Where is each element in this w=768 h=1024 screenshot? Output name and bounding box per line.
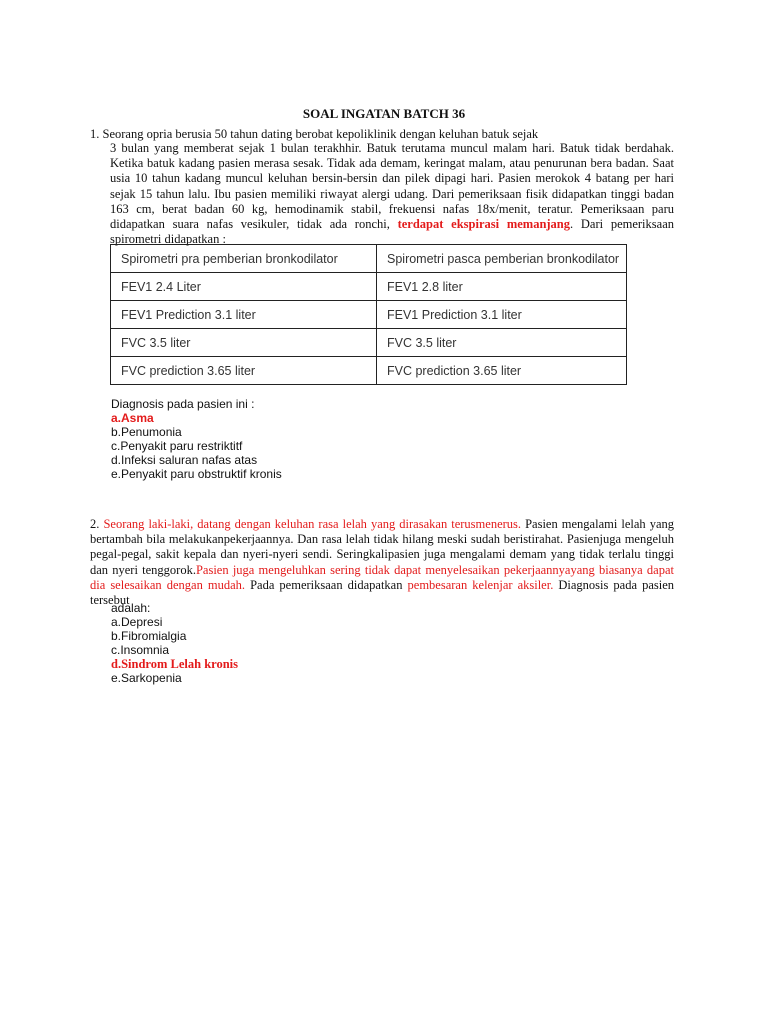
question-2-options bbox=[111, 615, 238, 685]
table-cell: FVC 3.5 liter bbox=[111, 329, 377, 357]
question-2-highlight-1: Seorang laki-laki, datang dengan keluhan rasa lelah yang dirasakan terusmenerus. bbox=[103, 517, 522, 531]
question-2-body bbox=[90, 517, 674, 608]
table-row bbox=[111, 273, 627, 301]
question-2-highlight-3: pembesaran kelenjar aksiler. bbox=[407, 577, 554, 592]
question-1-number: 1. bbox=[90, 127, 100, 141]
option-e: e.Penyakit paru obstruktif kronis bbox=[111, 467, 282, 481]
table-row bbox=[111, 357, 627, 385]
table-cell: FVC prediction 3.65 liter bbox=[111, 357, 377, 385]
page-title: SOAL INGATAN BATCH 36 bbox=[302, 106, 466, 121]
table-cell: FVC 3.5 liter bbox=[377, 329, 627, 357]
table-cell: FEV1 Prediction 3.1 liter bbox=[377, 301, 627, 329]
table-header-post: Spirometri pasca pemberian bronkodilator bbox=[377, 245, 627, 273]
table-header-pre: Spirometri pra pemberian bronkodilator bbox=[111, 245, 377, 273]
question-1-options bbox=[111, 411, 282, 481]
table-cell: FVC prediction 3.65 liter bbox=[377, 357, 627, 385]
question-1-intro bbox=[90, 127, 690, 142]
question-2-text-2: Pada pemeriksaan didapatkan bbox=[245, 577, 408, 592]
option-c: c.Penyakit paru restriktitf bbox=[111, 439, 243, 453]
option-e: e.Sarkopenia bbox=[111, 671, 182, 685]
option-b: b.Penumonia bbox=[111, 425, 182, 439]
option-a-correct: a.Asma bbox=[111, 411, 154, 425]
question-2-number: 2. bbox=[90, 517, 100, 531]
table-cell: FEV1 2.8 liter bbox=[377, 273, 627, 301]
question-2-text-1: Pasien mengalami lelah yang bertambah bila melakukanpekerjaannya. Dan rasa lelah tidak hilang meski sudah beristirahat. Pasienjuga mengeluh pegal-pegal, sakit kepala dan nyeri-nyeri sendi. Seringkalipasien juga mengalami demam yang tidak terlalu tinggi dan nyeri tenggorok. bbox=[90, 517, 675, 577]
question-2-highlight-2: Pasien juga mengeluhkan sering tidak dapat menyelesaikan pekerjaannyayang biasanya dapat dia selesaikan dengan mudah. bbox=[90, 562, 674, 592]
question-1-body bbox=[110, 141, 674, 247]
question-1-text: 3 bulan yang memberat sejak 1 bulan terakhhir. Batuk terutama muncul malam hari. Batuk tidak berdahak. Ketika batuk kadang pasien merasa sesak. Tidak ada demam, keringat malam, atau penurunan bera badan. Saat usia 10 tahun kadang muncul keluhan bersin-bersin dan pilek dipagi hari. Pasien merokok 4 batang per hari sejak 15 tahun lalu. Ibu pasien memiliki riwayat alergi udang. Dari pemeriksaan fisik didapatkan tinggi badan 163 cm, berat badan 60 kg, hemodinamik stabil, frekuensi nafas 18x/menit, teratur. Pemeriksaan paru didapatkan suara nafas vesikuler, tidak ada ronchi, bbox=[110, 141, 674, 232]
table-row bbox=[111, 301, 627, 329]
option-d-correct: d.Sindrom Lelah kronis bbox=[111, 657, 239, 671]
question-1-text-end: . Dari pemeriksaan spirometri didapatkan : bbox=[110, 217, 674, 247]
option-c: c.Insomnia bbox=[111, 643, 170, 657]
question-2-text-3: Diagnosis pada pasien tersebut bbox=[90, 577, 674, 608]
table-row bbox=[111, 329, 627, 357]
question-1-intro-text: Seorang opria berusia 50 tahun dating berobat kepoliklinik dengan keluhan batuk sejak bbox=[102, 127, 539, 141]
option-b: b.Fibromialgia bbox=[111, 629, 187, 643]
table-cell: FEV1 2.4 Liter bbox=[111, 273, 377, 301]
table-row bbox=[111, 245, 627, 273]
table-cell: FEV1 Prediction 3.1 liter bbox=[111, 301, 377, 329]
spirometry-table bbox=[110, 244, 627, 385]
option-d: d.Infeksi saluran nafas atas bbox=[111, 453, 258, 467]
question-2-prompt: adalah: bbox=[111, 601, 151, 615]
question-1-prompt: Diagnosis pada pasien ini : bbox=[111, 397, 255, 411]
question-1-highlight: terdapat ekspirasi memanjang bbox=[397, 217, 571, 232]
option-a: a.Depresi bbox=[111, 615, 163, 629]
